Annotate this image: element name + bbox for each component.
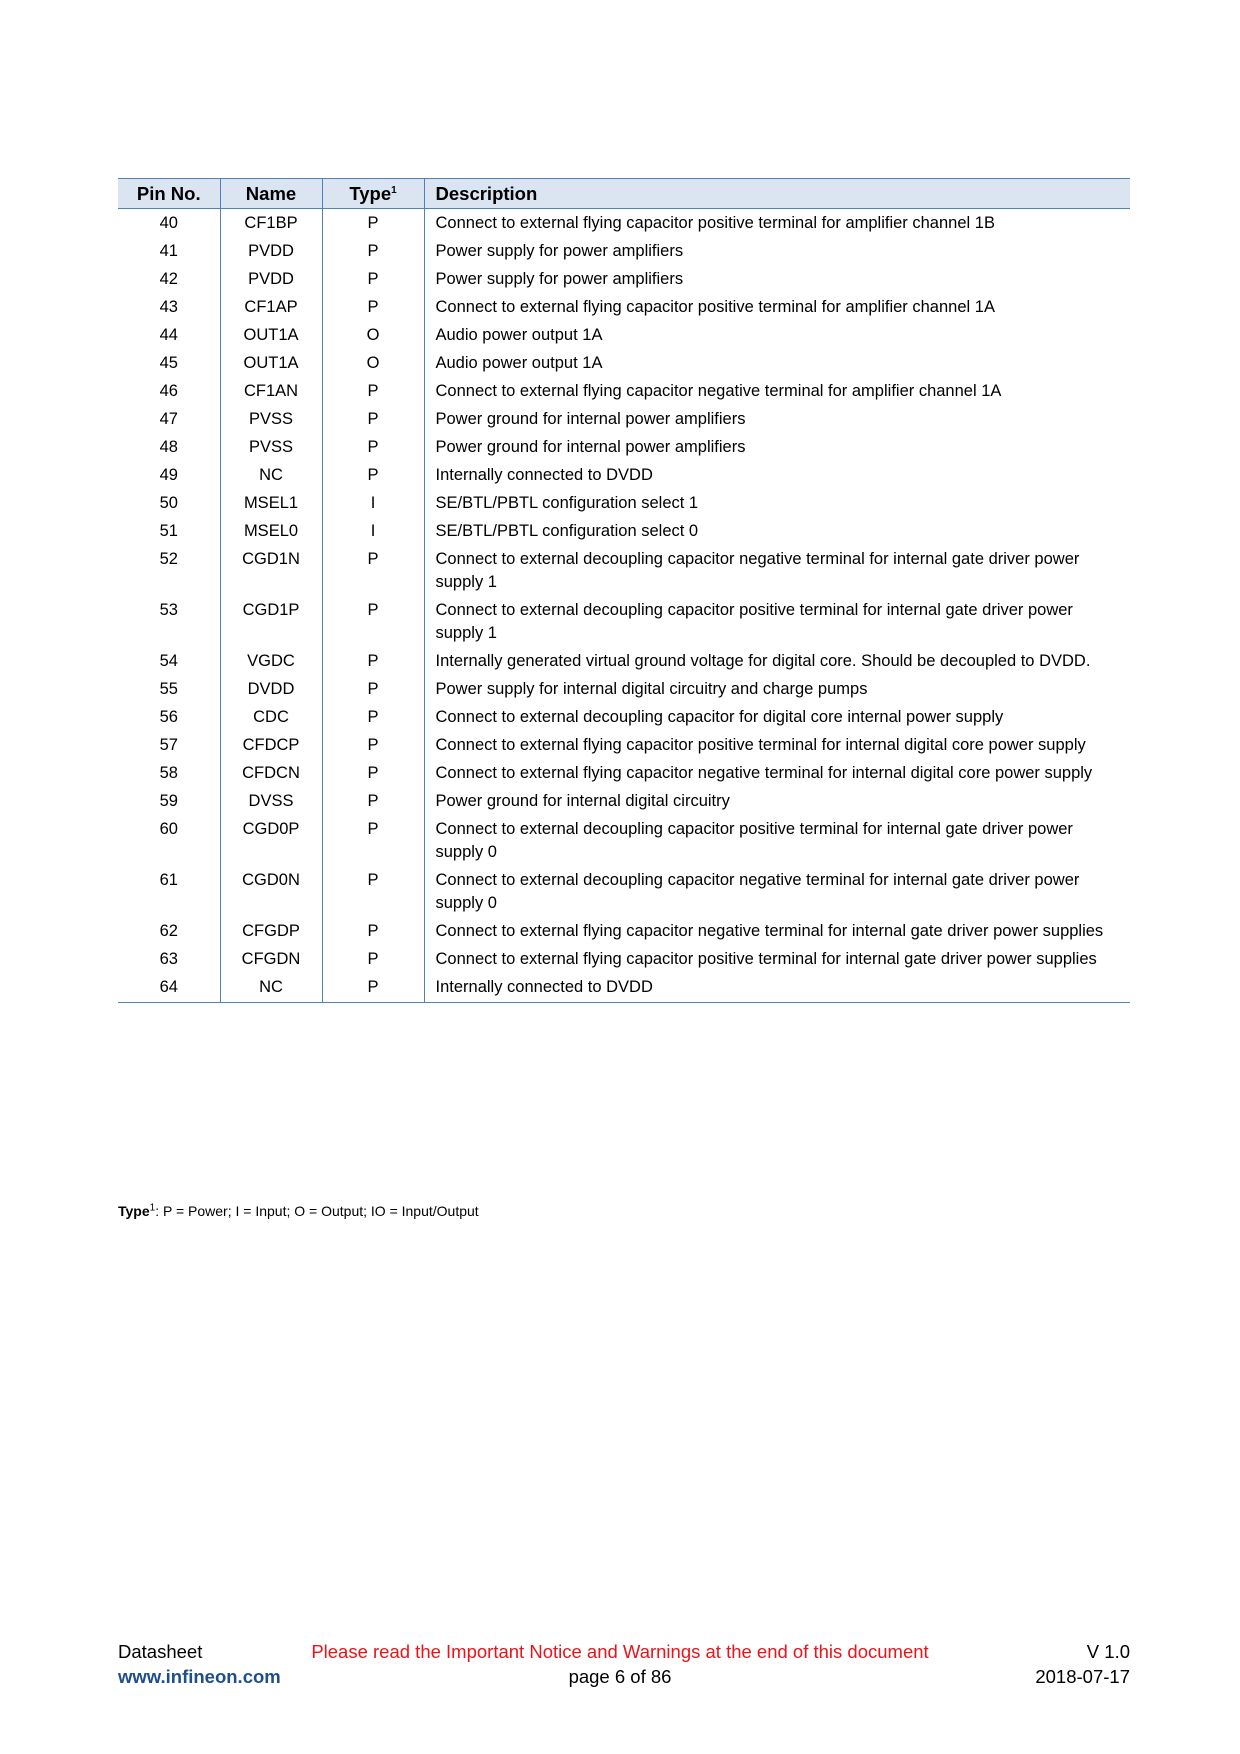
cell-name: NC [220,974,322,1003]
cell-description: Power supply for power amplifiers [424,266,1130,294]
cell-pin-no: 48 [159,438,178,456]
cell-type: P [322,462,424,490]
cell-description: Connect to external flying capacitor positive terminal for internal gate driver power supplies [424,946,1130,974]
cell-name: MSEL0 [220,518,322,546]
table-row [118,648,1130,676]
table-row [118,597,1130,648]
table-row [118,294,1130,322]
table-row [118,462,1130,490]
cell-pin-no: 59 [159,792,178,810]
table-row [118,867,1130,918]
cell-description: Connect to external decoupling capacitor for digital core internal power supply [424,704,1130,732]
header-pin-no: Pin No. [118,179,220,209]
table-row [118,974,1130,1003]
table-row [118,918,1130,946]
cell-description: Internally connected to DVDD [424,974,1130,1003]
cell-pin-no: 54 [159,652,178,670]
cell-type: O [322,322,424,350]
cell-pin-no: 46 [159,382,178,400]
header-type-label: Type [349,182,392,204]
cell-description: Internally connected to DVDD [424,462,1130,490]
cell-type: I [322,518,424,546]
footer-date: 2018-07-17 [1035,1666,1130,1687]
cell-pin-no: 43 [159,298,178,316]
table-row [118,238,1130,266]
table-row [118,322,1130,350]
cell-description: Connect to external flying capacitor negative terminal for internal gate driver power supplies [424,918,1130,946]
cell-type: P [322,946,424,974]
footer-important-notice: Please read the Important Notice and Warnings at the end of this document [311,1641,929,1662]
cell-name: DVSS [220,788,322,816]
cell-name: CF1AP [220,294,322,322]
type-footnote [118,1203,479,1219]
cell-description: Connect to external flying capacitor positive terminal for internal digital core power supply [424,732,1130,760]
cell-name: CF1AN [220,378,322,406]
cell-pin-no: 40 [159,214,178,232]
footer-page-number: page 6 of 86 [568,1666,672,1687]
cell-description: Connect to external flying capacitor positive terminal for amplifier channel 1B [424,209,1130,239]
cell-description: Power ground for internal digital circuitry [424,788,1130,816]
cell-pin-no: 58 [159,764,178,782]
cell-pin-no: 44 [159,326,178,344]
cell-pin-no: 63 [159,950,178,968]
cell-name: DVDD [220,676,322,704]
cell-name: CF1BP [220,209,322,239]
cell-pin-no: 42 [159,270,178,288]
footnote-text: : P = Power; I = Input; O = Output; IO = Input/Output [155,1203,479,1219]
cell-pin-no: 60 [159,820,178,838]
table-row [118,490,1130,518]
cell-name: CFGDN [220,946,322,974]
cell-type: P [322,788,424,816]
cell-name: NC [220,462,322,490]
cell-type: P [322,676,424,704]
footer-doc-type: Datasheet [118,1641,203,1662]
cell-description: Connect to external flying capacitor negative terminal for internal digital core power supply [424,760,1130,788]
cell-description: Power ground for internal power amplifiers [424,406,1130,434]
cell-name: PVDD [220,266,322,294]
cell-description: Connect to external flying capacitor negative terminal for amplifier channel 1A [424,378,1130,406]
cell-name: VGDC [220,648,322,676]
table-row [118,816,1130,867]
cell-type: O [322,350,424,378]
cell-type: I [322,490,424,518]
cell-description: Audio power output 1A [424,350,1130,378]
header-type-footnote-mark: 1 [391,184,397,196]
cell-type: P [322,434,424,462]
table-row [118,266,1130,294]
table-header-row [118,179,1130,209]
cell-pin-no: 61 [159,871,178,889]
header-description: Description [424,179,1130,209]
cell-description: Connect to external decoupling capacitor positive terminal for internal gate driver power supply 1 [424,597,1130,648]
cell-description: Connect to external decoupling capacitor positive terminal for internal gate driver power supply 0 [424,816,1130,867]
cell-pin-no: 47 [159,410,178,428]
table-row [118,788,1130,816]
footer-version: V 1.0 [1086,1641,1130,1662]
cell-pin-no: 49 [159,466,178,484]
table-row [118,946,1130,974]
cell-type: P [322,294,424,322]
table-row [118,406,1130,434]
cell-name: OUT1A [220,322,322,350]
cell-description: Connect to external decoupling capacitor negative terminal for internal gate driver power supply 0 [424,867,1130,918]
cell-name: PVSS [220,434,322,462]
cell-type: P [322,406,424,434]
cell-type: P [322,209,424,239]
cell-type: P [322,546,424,597]
cell-type: P [322,266,424,294]
table-row [118,676,1130,704]
cell-name: CGD0N [220,867,322,918]
table-row [118,350,1130,378]
cell-type: P [322,760,424,788]
cell-name: CFDCN [220,760,322,788]
cell-pin-no: 55 [159,680,178,698]
cell-pin-no: 51 [159,522,178,540]
cell-description: Connect to external flying capacitor positive terminal for amplifier channel 1A [424,294,1130,322]
cell-type: P [322,704,424,732]
cell-pin-no: 50 [159,494,178,512]
cell-description: Power supply for internal digital circuitry and charge pumps [424,676,1130,704]
cell-name: CDC [220,704,322,732]
cell-type: P [322,974,424,1003]
cell-description: Power ground for internal power amplifiers [424,434,1130,462]
cell-name: CGD1P [220,597,322,648]
cell-pin-no: 45 [159,354,178,372]
pin-description-table [118,178,1130,1003]
cell-pin-no: 57 [159,736,178,754]
cell-type: P [322,867,424,918]
cell-type: P [322,732,424,760]
cell-type: P [322,648,424,676]
footer-website-link[interactable]: www.infineon.com [118,1666,281,1687]
cell-description: Power supply for power amplifiers [424,238,1130,266]
cell-name: CFGDP [220,918,322,946]
footnote-mark: 1 [149,1202,156,1214]
cell-name: OUT1A [220,350,322,378]
cell-pin-no: 62 [159,922,178,940]
cell-type: P [322,816,424,867]
cell-name: CGD1N [220,546,322,597]
header-name: Name [220,179,322,209]
cell-description: Connect to external decoupling capacitor negative terminal for internal gate driver power supply 1 [424,546,1130,597]
table-row [118,518,1130,546]
table-row [118,704,1130,732]
cell-description: SE/BTL/PBTL configuration select 0 [424,518,1130,546]
cell-type: P [322,597,424,648]
footnote-label: Type [118,1203,150,1219]
cell-pin-no: 64 [118,974,220,1003]
cell-type: P [322,238,424,266]
cell-type: P [322,918,424,946]
cell-pin-no: 56 [159,708,178,726]
cell-description: SE/BTL/PBTL configuration select 1 [424,490,1130,518]
cell-description: Audio power output 1A [424,322,1130,350]
cell-description: Internally generated virtual ground voltage for digital core. Should be decoupled to DVDD. [424,648,1130,676]
table-row [118,434,1130,462]
table-row [118,378,1130,406]
cell-name: PVSS [220,406,322,434]
table-row [118,546,1130,597]
cell-name: CFDCP [220,732,322,760]
cell-pin-no: 52 [159,550,178,568]
cell-pin-no: 53 [159,601,178,619]
cell-name: MSEL1 [220,490,322,518]
cell-type: P [322,378,424,406]
header-type [322,179,424,209]
table-row [118,760,1130,788]
cell-pin-no: 41 [159,242,178,260]
table-row [118,209,1130,239]
cell-name: CGD0P [220,816,322,867]
table-row [118,732,1130,760]
cell-name: PVDD [220,238,322,266]
